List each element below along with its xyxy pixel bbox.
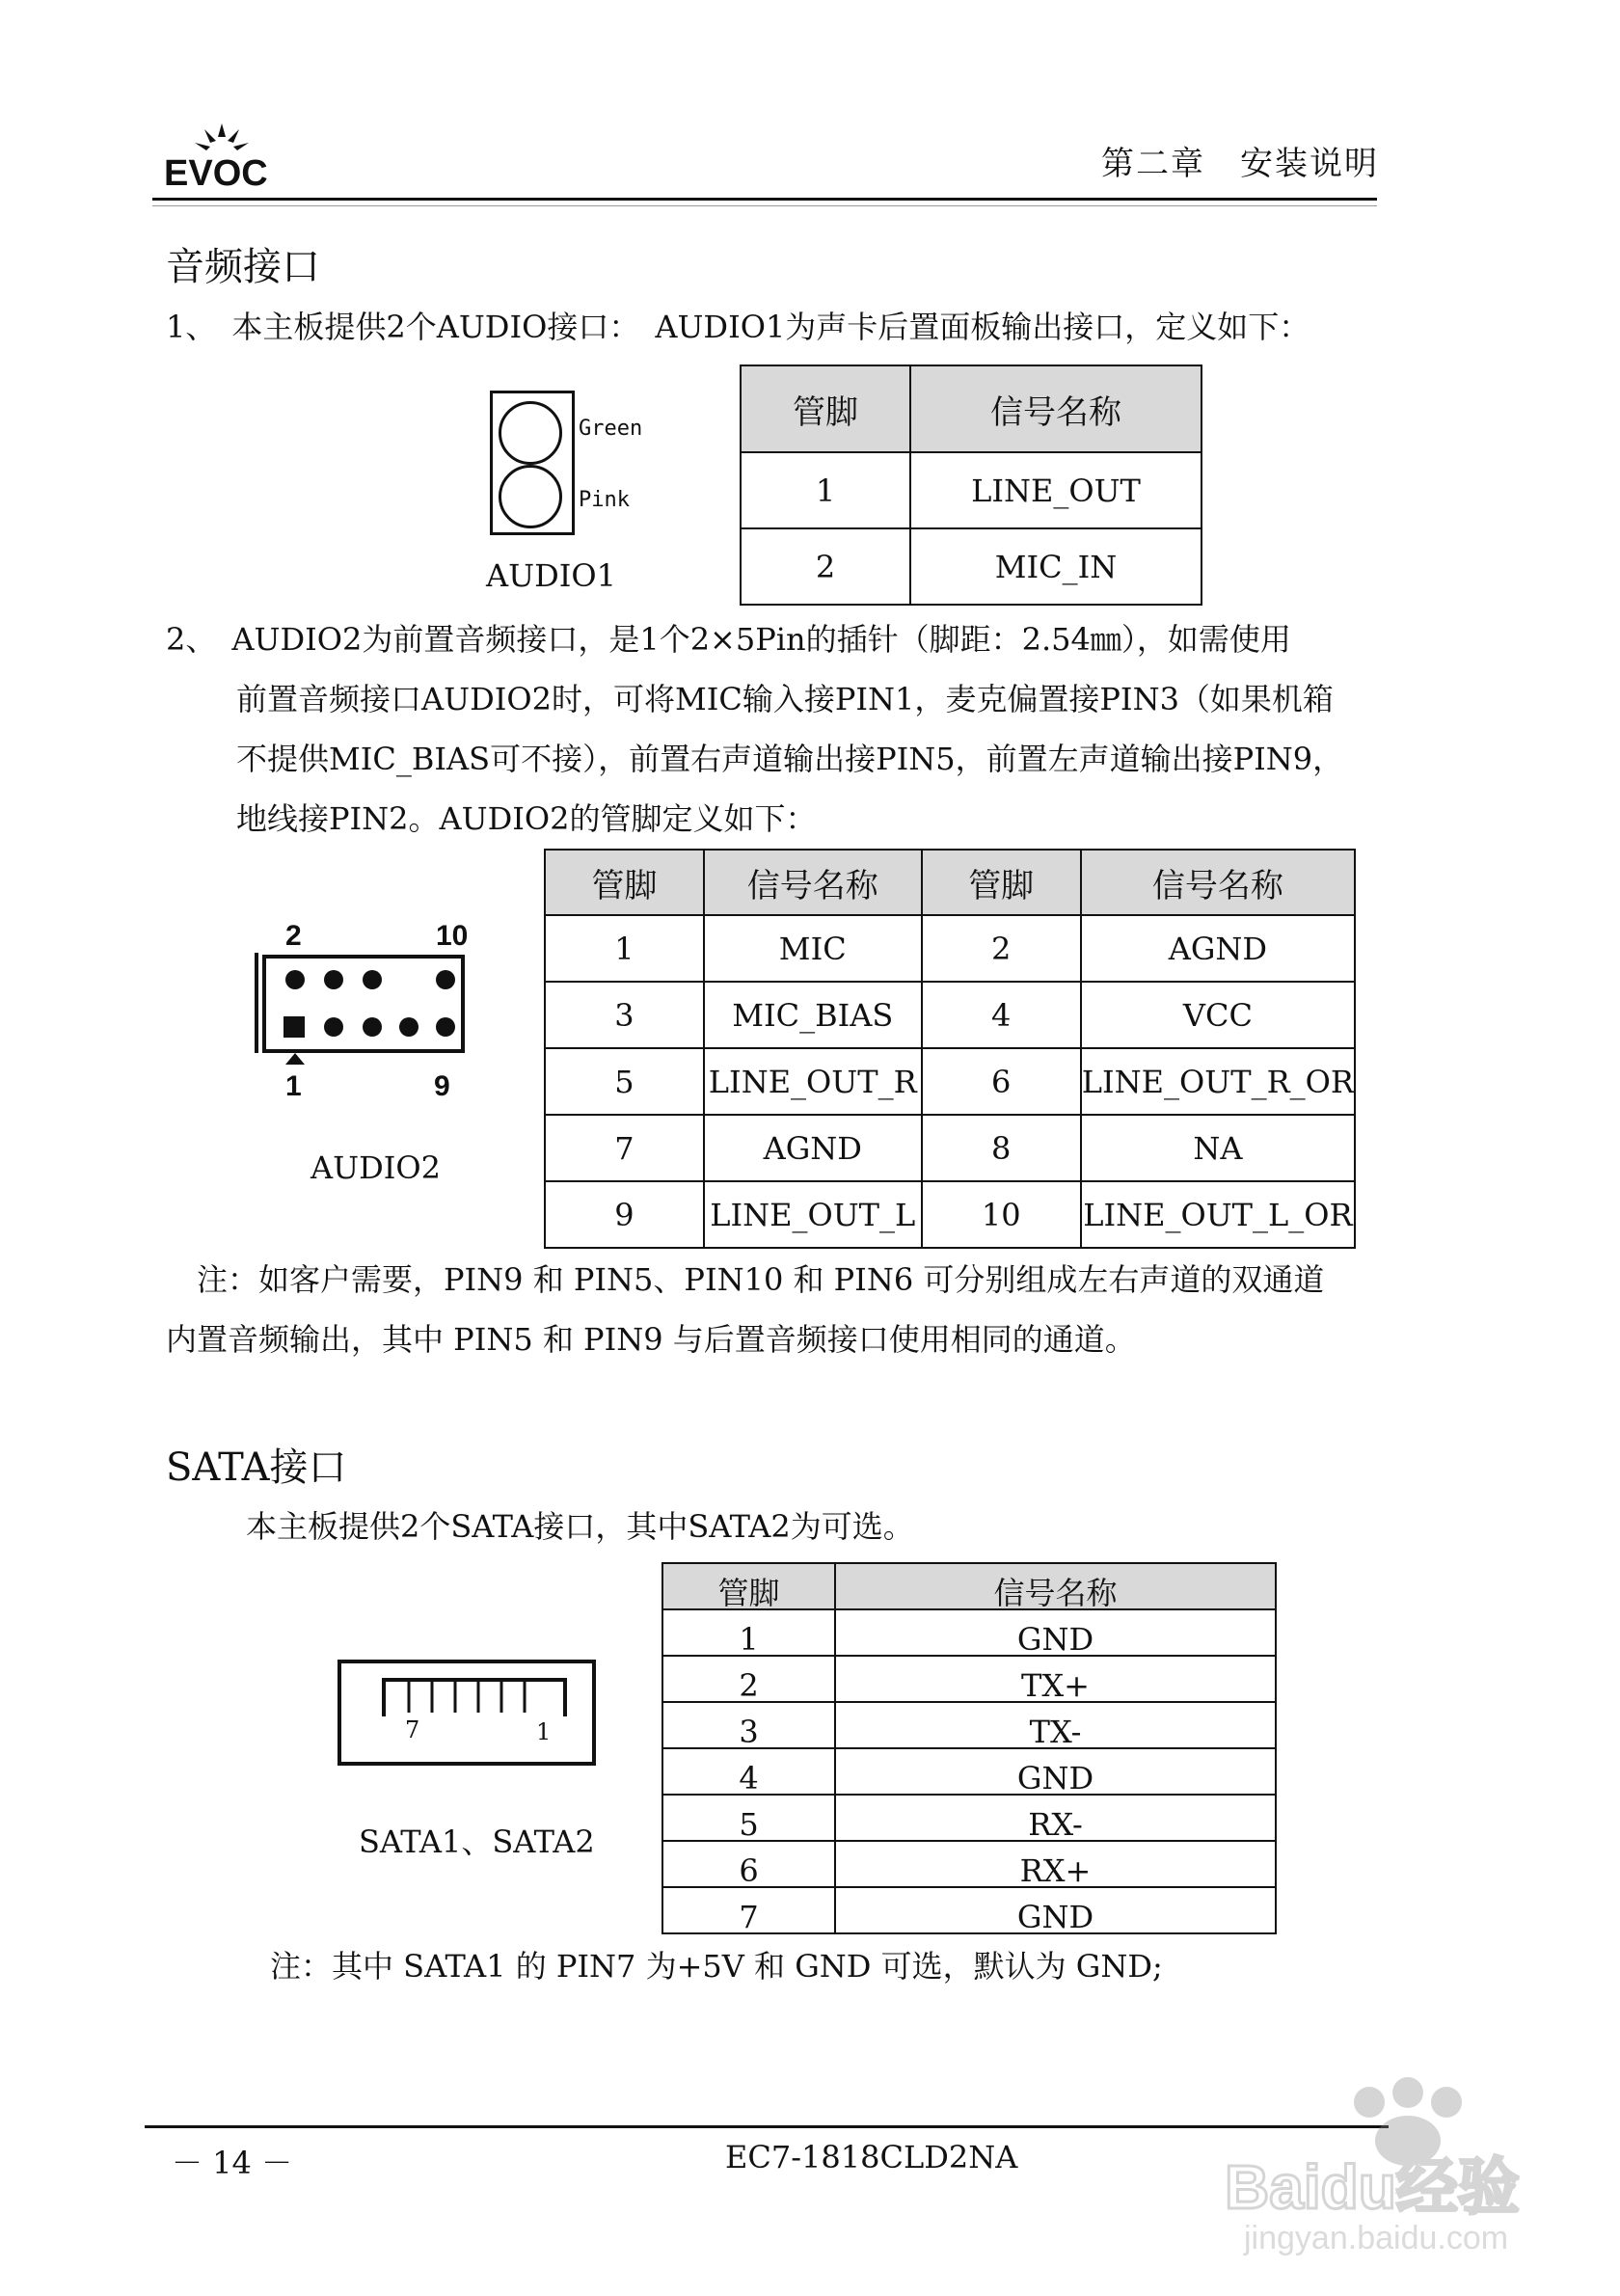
audio2-caption: AUDIO2: [310, 1149, 441, 1186]
sata-intro: 本主板提供2个SATA接口，其中SATA2为可选。: [246, 1508, 914, 1545]
audio-item-2-line-1: 2、 AUDIO2为前置音频接口，是1个2×5Pin的插针（脚距：2.54㎜），如需使用: [166, 621, 1291, 658]
sata-connector: [338, 1659, 598, 1774]
evoc-logo: [162, 116, 283, 191]
svg-text:EVOC: EVOC: [164, 153, 268, 191]
audio1-jack-green: [499, 401, 562, 465]
watermark-brand: Baidu经验: [1225, 2152, 1520, 2222]
table-row: 3 MIC_BIAS 4 VCC: [545, 982, 1355, 1048]
table-row: 2 MIC_IN: [741, 528, 1202, 605]
table-row: 9 LINE_OUT_L 10 LINE_OUT_L_OR: [545, 1181, 1355, 1248]
sata-caption: SATA1、SATA2: [359, 1823, 595, 1860]
table-row: 4 GND: [662, 1748, 1276, 1795]
audio-note-line-1: 注：如客户需要，PIN9 和 PIN5、PIN10 和 PIN6 可分别组成左右声道的双通道: [166, 1261, 1325, 1298]
chapter-title: 第二章 安装说明: [1101, 145, 1379, 183]
model-number: EC7-1818CLD2NA: [725, 2139, 1018, 2175]
audio2-pin-label-1: 1: [285, 1070, 302, 1102]
audio1-connector: [490, 391, 575, 535]
table-header: 信号名称: [1081, 850, 1355, 915]
table-header: 管脚: [922, 850, 1081, 915]
table-header: 管脚: [662, 1563, 835, 1609]
header-rule-thin: [152, 205, 1377, 206]
baidu-watermark: [1205, 2064, 1562, 2256]
table-header: 管脚: [741, 365, 910, 452]
footer-rule: [145, 2125, 1389, 2128]
audio-item-2-line-3: 不提供MIC_BIAS可不接），前置右声道输出接PIN5，前置左声道输出接PIN9，: [236, 741, 1344, 777]
table-header: 信号名称: [835, 1563, 1276, 1609]
table-header: 信号名称: [910, 365, 1202, 452]
audio2-pin-label-10: 10: [436, 920, 469, 952]
audio2-pin-label-9: 9: [434, 1070, 450, 1102]
table-row: 7 AGND 8 NA: [545, 1115, 1355, 1181]
table-row: 1 LINE_OUT: [741, 452, 1202, 528]
table-row: 3 TX-: [662, 1702, 1276, 1748]
watermark-url: jingyan.baidu.com: [1244, 2220, 1509, 2256]
table-header: 管脚: [545, 850, 704, 915]
sata-note: 注：其中 SATA1 的 PIN7 为+5V 和 GND 可选，默认为 GND;: [270, 1948, 1163, 1985]
audio1-label-pink: Pink: [579, 488, 630, 512]
audio1-pin-table: [740, 365, 1202, 606]
page-number: － 14 －: [172, 2145, 293, 2181]
table-row: 7 GND: [662, 1887, 1276, 1933]
table-row: 6 RX+: [662, 1841, 1276, 1887]
table-row: 5 RX-: [662, 1795, 1276, 1841]
sata-pin-label-7: 7: [405, 1716, 420, 1743]
audio2-header-connector: [255, 953, 476, 1068]
audio-item-1: 1、 本主板提供2个AUDIO接口： AUDIO1为声卡后置面板输出接口，定义如下：: [166, 309, 1310, 345]
table-row: 2 TX+: [662, 1656, 1276, 1702]
audio2-pin-table: [544, 849, 1356, 1249]
sata-section-title: SATA接口: [166, 1445, 347, 1490]
table-header: 信号名称: [704, 850, 922, 915]
table-row: 1 GND: [662, 1609, 1276, 1656]
header-rule: [152, 198, 1377, 201]
table-row: 5 LINE_OUT_R 6 LINE_OUT_R_OR: [545, 1048, 1355, 1115]
audio-section-title: 音频接口: [166, 245, 320, 289]
audio1-label-green: Green: [579, 417, 643, 441]
audio1-jack-pink: [499, 465, 562, 528]
audio-item-2-line-4: 地线接PIN2。AUDIO2的管脚定义如下：: [236, 800, 817, 837]
table-row: 1 MIC 2 AGND: [545, 915, 1355, 982]
audio2-pin-label-2: 2: [285, 920, 302, 952]
audio1-caption: AUDIO1: [486, 557, 616, 594]
sata-pin-label-1: 1: [536, 1718, 552, 1745]
sata-pin-table: [662, 1562, 1277, 1934]
audio-item-2-line-2: 前置音频接口AUDIO2时，可将MIC输入接PIN1，麦克偏置接PIN3（如果机箱: [236, 681, 1334, 717]
audio-note-line-2: 内置音频输出，其中 PIN5 和 PIN9 与后置音频接口使用相同的通道。: [166, 1321, 1136, 1358]
